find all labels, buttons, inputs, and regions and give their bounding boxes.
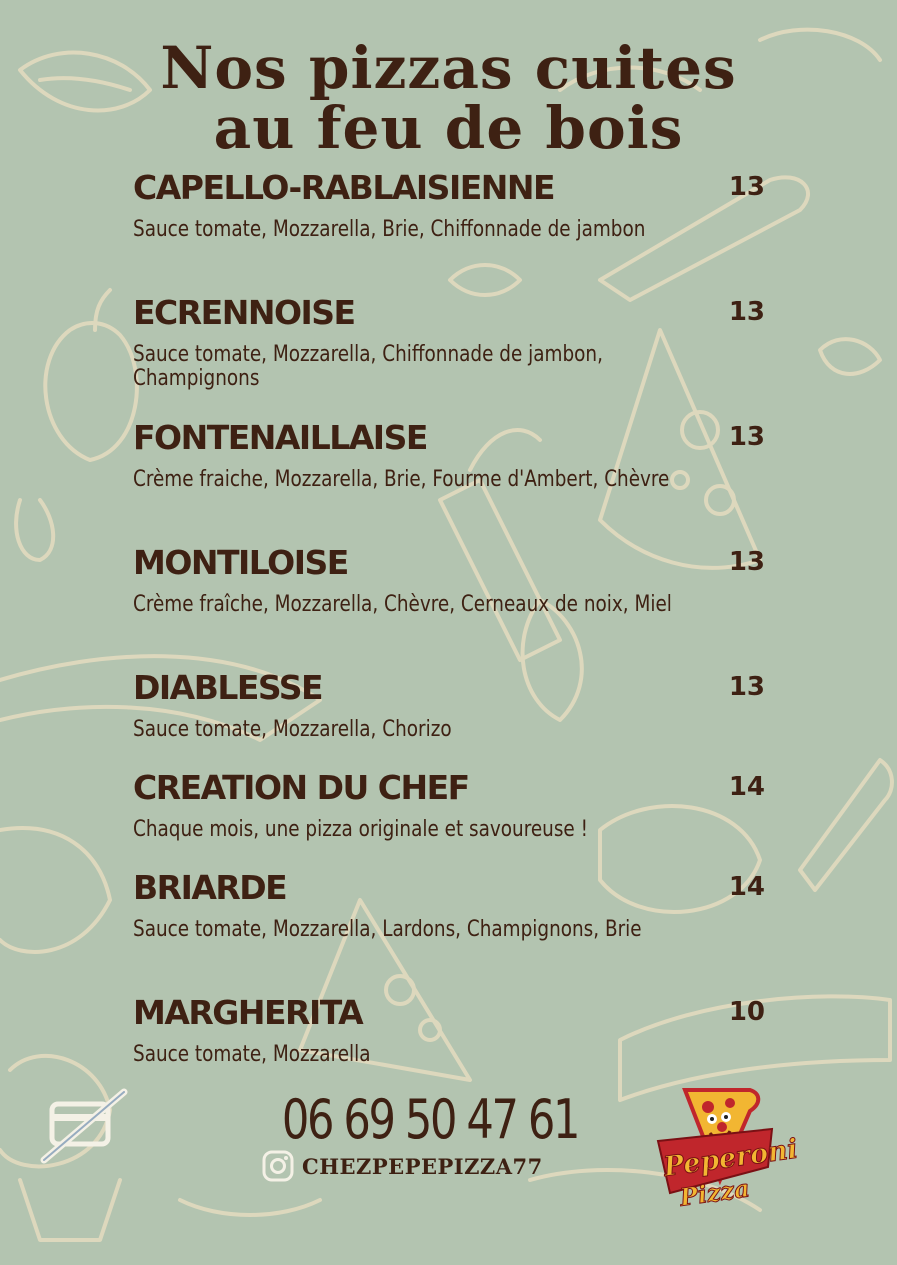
phone-number[interactable]: 06 69 50 47 61 bbox=[281, 1088, 579, 1151]
page-title bbox=[0, 34, 897, 162]
instagram-link[interactable] bbox=[262, 1150, 543, 1182]
menu-item bbox=[133, 768, 773, 868]
logo-word-pizza: Pizza bbox=[677, 1173, 752, 1212]
pizza-description: Sauce tomate, Mozzarella, Lardons, Champignons, Brie bbox=[133, 917, 642, 942]
pizza-price: 13 bbox=[728, 172, 765, 202]
pizza-price: 13 bbox=[728, 297, 765, 327]
pizza-price: 10 bbox=[728, 997, 765, 1027]
no-credit-card-icon bbox=[40, 1088, 132, 1168]
peperoni-pizza-logo bbox=[650, 1085, 800, 1215]
menu-item bbox=[133, 293, 773, 418]
pizza-name: FONTENAILLAISE bbox=[133, 418, 427, 457]
instagram-handle: CHEZPEPEPIZZA77 bbox=[302, 1153, 543, 1179]
pizza-description: Sauce tomate, Mozzarella, Brie, Chiffonnade de jambon bbox=[133, 217, 646, 242]
menu-item bbox=[133, 993, 773, 1073]
pizza-name: MARGHERITA bbox=[133, 993, 363, 1032]
pizza-name: CAPELLO-RABLAISIENNE bbox=[133, 168, 555, 207]
pizza-price: 13 bbox=[728, 547, 765, 577]
menu-item bbox=[133, 168, 773, 293]
pizza-description: Sauce tomate, Mozzarella bbox=[133, 1042, 371, 1067]
instagram-icon bbox=[262, 1150, 294, 1182]
pizza-description: Sauce tomate, Mozzarella, Chorizo bbox=[133, 717, 452, 742]
pizza-name: ECRENNOISE bbox=[133, 293, 355, 332]
pizza-description: Sauce tomate, Mozzarella, Chiffonnade de jambon, Champignons bbox=[133, 342, 603, 391]
pizza-name: BRIARDE bbox=[133, 868, 287, 907]
title-line-1: Nos pizzas cuites bbox=[160, 34, 737, 102]
pizza-price: 14 bbox=[728, 772, 765, 802]
pizza-price: 13 bbox=[728, 422, 765, 452]
logo-word-peperoni: Peperoni bbox=[661, 1133, 800, 1183]
pizza-description: Crème fraîche, Mozzarella, Chèvre, Cerneaux de noix, Miel bbox=[133, 592, 672, 617]
pizza-price: 14 bbox=[728, 872, 765, 902]
pizza-menu-list bbox=[133, 168, 773, 1073]
menu-item bbox=[133, 418, 773, 543]
menu-item bbox=[133, 668, 773, 768]
title-line-2: au feu de bois bbox=[213, 94, 684, 162]
pizza-description: Chaque mois, une pizza originale et savoureuse ! bbox=[133, 817, 588, 842]
menu-item bbox=[133, 868, 773, 993]
pizza-name: CREATION DU CHEF bbox=[133, 768, 469, 807]
pizza-name: MONTILOISE bbox=[133, 543, 348, 582]
pizza-price: 13 bbox=[728, 672, 765, 702]
menu-item bbox=[133, 543, 773, 668]
pizza-name: DIABLESSE bbox=[133, 668, 323, 707]
pizza-description: Crème fraiche, Mozzarella, Brie, Fourme d'Ambert, Chèvre bbox=[133, 467, 670, 492]
